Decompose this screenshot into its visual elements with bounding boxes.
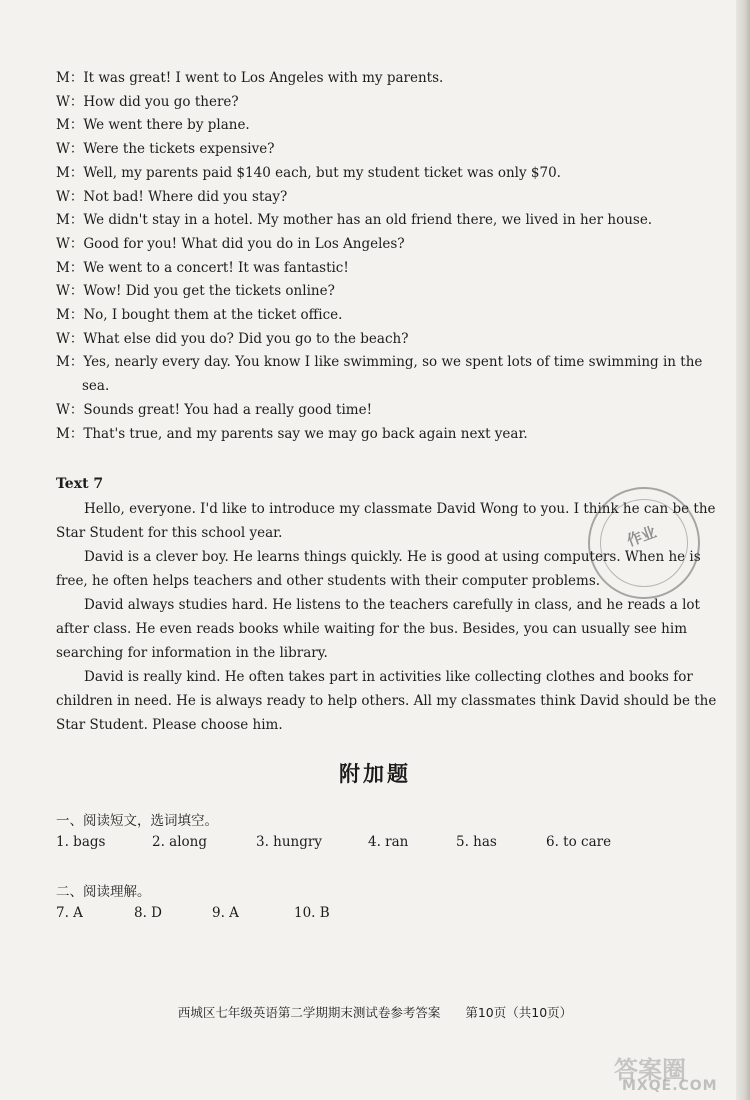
speaker-colon: ： — [69, 212, 84, 229]
dialogue-text: No, I bought them at the ticket office. — [83, 307, 343, 323]
dialogue-line — [56, 210, 686, 230]
dialogue-line — [56, 115, 686, 135]
speaker-label: W — [56, 93, 70, 110]
answer-item: 2. along — [152, 834, 208, 850]
dialogue-line — [56, 281, 686, 301]
speaker-colon: ： — [69, 307, 84, 323]
speaker-label: W — [56, 330, 70, 347]
dialogue-line — [56, 329, 686, 349]
answer-item: 5. has — [456, 834, 497, 850]
dialogue-text: How did you go there? — [83, 93, 239, 110]
text7-line: Hello, everyone. I'd like to introduce my classmate David Wong to you. I think he can be the — [84, 501, 716, 517]
section1-title: 一、阅读短文，选词填空。 — [56, 813, 218, 829]
dialogue-line — [56, 163, 686, 183]
text7-title: Text 7 — [56, 476, 104, 492]
speaker-label: M — [56, 212, 70, 229]
dialogue-line — [56, 139, 686, 159]
speaker-colon: ： — [69, 401, 84, 418]
dialogue-line — [56, 305, 686, 325]
text7-line: David is a clever boy. He learns things quickly. He is good at using computers. When he is — [84, 549, 701, 565]
text7-line: after class. He even reads books while waiting for the bus. Besides, you can usually see him — [56, 621, 687, 637]
dialogue-text: Not bad! Where did you stay? — [83, 188, 288, 205]
speaker-label: M — [56, 70, 70, 86]
speaker-colon: ： — [69, 330, 84, 347]
speaker-label: W — [56, 401, 70, 418]
text7-line: David always studies hard. He listens to the teachers carefully in class, and he reads a lot — [84, 597, 700, 613]
speaker-colon: ： — [69, 259, 84, 276]
dialogue-text: That's true, and my parents say we may go back again next year. — [83, 425, 528, 442]
text7-line: David is really kind. He often takes part in activities like collecting clothes and books for — [84, 669, 693, 685]
speaker-label: M — [56, 307, 70, 323]
dialogue-text: sea. — [82, 378, 110, 395]
text7-line: Star Student for this school year. — [56, 525, 283, 541]
dialogue-line — [56, 400, 686, 420]
dialogue-line — [56, 352, 703, 372]
answer-item: 6. to care — [546, 834, 612, 850]
speaker-colon: ： — [69, 425, 84, 442]
speaker-colon: ： — [69, 235, 84, 252]
dialogue-line — [56, 92, 686, 112]
answer-item: 1. bags — [56, 834, 106, 850]
dialogue-line — [82, 376, 712, 396]
section1-answers — [56, 834, 636, 850]
speaker-label: M — [56, 117, 70, 134]
dialogue-text: We went there by plane. — [83, 117, 250, 134]
speaker-colon: ： — [69, 164, 84, 181]
answer-item: 3. hungry — [256, 834, 322, 850]
stamp-text: 作业 — [624, 522, 659, 551]
dialogue-text: We went to a concert! It was fantastic! — [83, 259, 349, 276]
speaker-label: W — [56, 283, 70, 300]
text7-line: children in need. He is always ready to help others. All my classmates think David should be the — [56, 693, 717, 709]
dialogue-text: What else did you do? Did you go to the beach? — [83, 330, 409, 347]
text7-line: Star Student. Please choose him. — [56, 717, 283, 733]
speaker-label: W — [56, 235, 70, 252]
text7-line: searching for information in the library. — [56, 645, 328, 661]
page-edge-shadow — [736, 0, 750, 1100]
speaker-colon: ： — [69, 283, 84, 300]
dialogue-text: Good for you! What did you do in Los Angeles? — [83, 235, 405, 252]
dialogue-text: Well, my parents paid $140 each, but my student ticket was only $70. — [83, 164, 561, 181]
dialogue-text: It was great! I went to Los Angeles with my parents. — [83, 70, 444, 86]
answer-item: 8. D — [134, 905, 162, 921]
dialogue-line — [56, 234, 686, 254]
section2-answers — [56, 905, 354, 921]
speaker-label: W — [56, 141, 70, 158]
dialogue-line — [56, 424, 686, 444]
answer-item: 10. B — [294, 905, 330, 921]
answer-item: 9. A — [212, 905, 239, 921]
answer-item: 4. ran — [368, 834, 409, 850]
dialogue-line — [56, 68, 686, 88]
page-footer: 西城区七年级英语第二学期期末测试卷参考答案 第10页（共10页） — [177, 1005, 573, 1020]
dialogue-text: Yes, nearly every day. You know I like swimming, so we spent lots of time swimming in the — [83, 354, 703, 371]
dialogue-text: We didn't stay in a hotel. My mother has an old friend there, we lived in her house. — [83, 212, 653, 229]
section2-title: 二、阅读理解。 — [56, 884, 151, 900]
dialogue-line — [56, 187, 686, 207]
watermark-logo: 答案圈 — [614, 1056, 686, 1084]
extra-heading: 附加题 — [339, 762, 411, 786]
speaker-colon: ： — [69, 354, 84, 371]
speaker-colon: ： — [69, 117, 84, 134]
dialogue-text: Were the tickets expensive? — [83, 141, 275, 158]
speaker-label: M — [56, 164, 70, 181]
dialogue-text: Wow! Did you get the tickets online? — [83, 283, 335, 300]
text7-line: free, he often helps teachers and other students with their computer problems. — [56, 573, 601, 589]
speaker-colon: ： — [69, 70, 84, 86]
speaker-colon: ： — [69, 93, 84, 110]
dialogue-line — [56, 258, 686, 278]
speaker-label: M — [56, 425, 70, 442]
speaker-label: W — [56, 188, 70, 205]
watermark-url: MXQE.COM — [622, 1078, 718, 1094]
speaker-colon: ： — [69, 188, 84, 205]
speaker-colon: ： — [69, 141, 84, 158]
answer-item: 7. A — [56, 905, 83, 921]
speaker-label: M — [56, 259, 70, 276]
dialogue-text: Sounds great! You had a really good time! — [83, 401, 372, 418]
speaker-label: M — [56, 354, 70, 371]
